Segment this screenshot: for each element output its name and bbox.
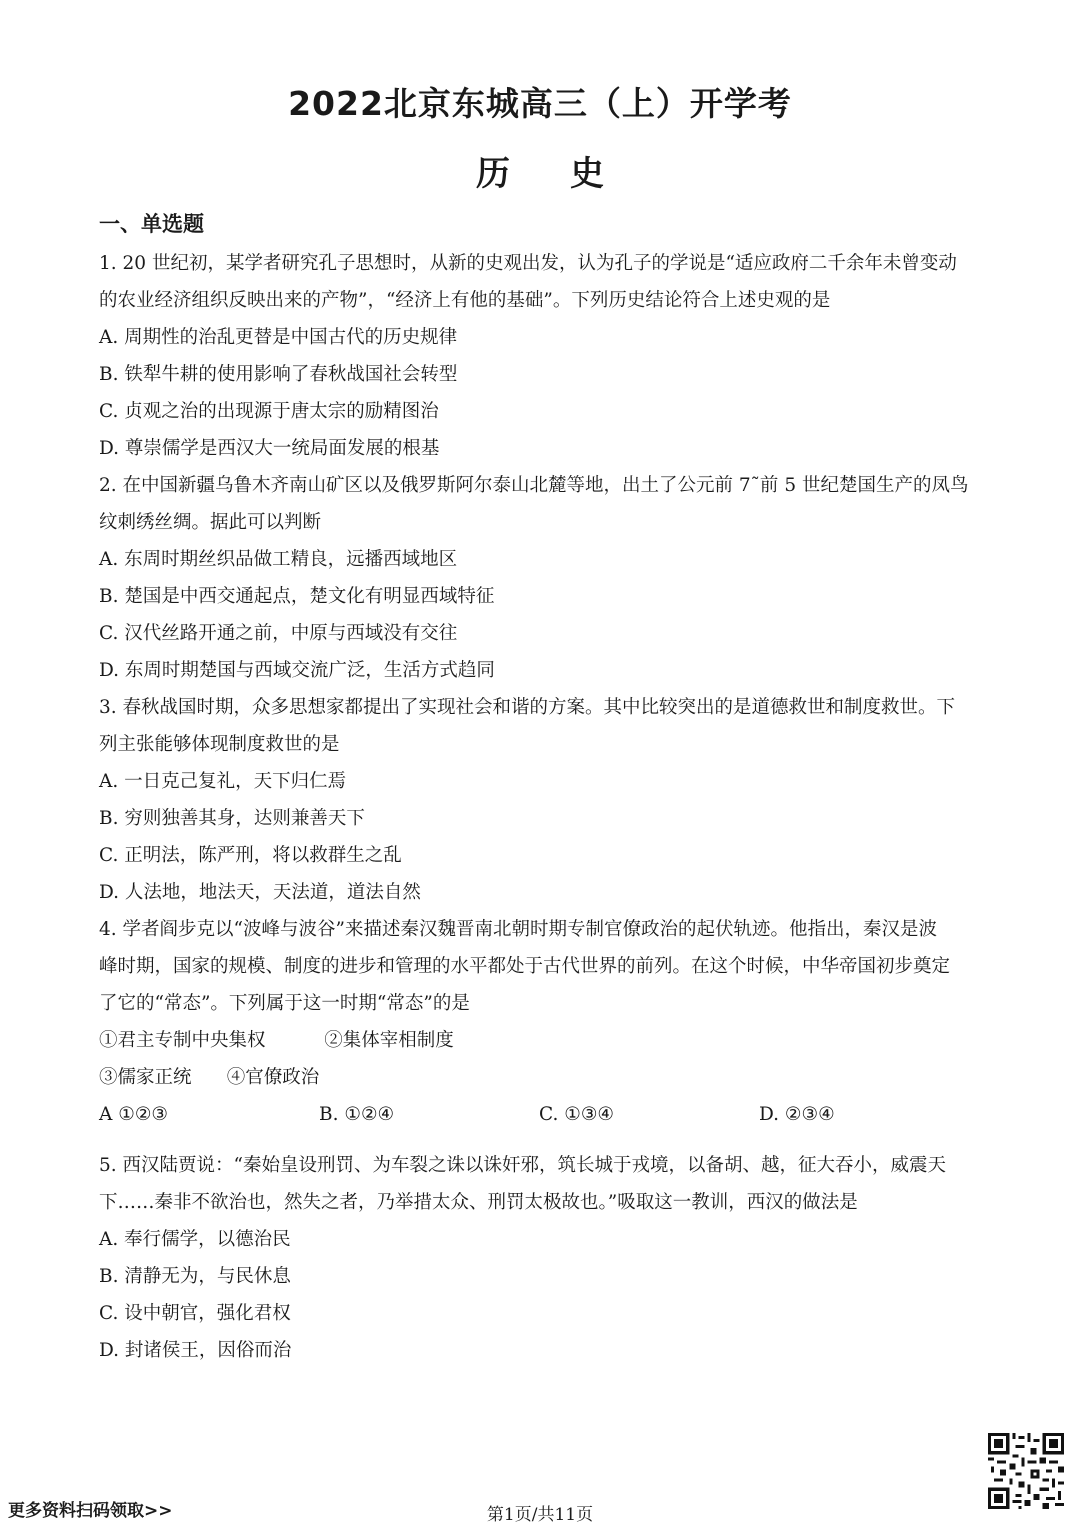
option-a: A. 一日克己复礼，天下归仁焉 [99, 771, 347, 792]
option-c: C. 设中朝官，强化君权 [99, 1303, 291, 1324]
choice-a: A ①②③ [99, 1104, 168, 1125]
option-b: B. 楚国是中西交通起点，楚文化有明显西域特征 [99, 586, 495, 607]
question-item-line: ③儒家正统 ④官僚政治 [99, 1067, 320, 1088]
option-d: D. 封诸侯王，因俗而治 [99, 1340, 292, 1361]
question-5 [99, 1147, 984, 1369]
question-stem-line: 3. 春秋战国时期，众多思想家都提出了实现社会和谐的方案。其中比较突出的是道德救世和制度救世。下 [99, 697, 956, 718]
question-stem-line: 峰时期，国家的规模、制度的进步和管理的水平都处于古代世界的前列。在这个时候，中华帝国初步奠定 [99, 956, 951, 977]
question-stem-line: 列主张能够体现制度救世的是 [99, 734, 340, 755]
option-b: B. 清静无为，与民休息 [99, 1266, 291, 1287]
question-1 [99, 245, 984, 467]
choice-d: D. ②③④ [759, 1104, 835, 1125]
option-b: B. 穷则独善其身，达则兼善天下 [99, 808, 365, 829]
question-list [99, 245, 984, 1369]
exam-subject: 历史 [476, 154, 664, 194]
qr-code-icon[interactable] [988, 1433, 1064, 1509]
question-stem-line: 纹刺绣丝绸。据此可以判断 [99, 512, 322, 533]
choice-row [99, 1096, 984, 1133]
option-c: C. 贞观之治的出现源于唐太宗的励精图治 [99, 401, 439, 422]
option-c: C. 汉代丝路开通之前，中原与西域没有交往 [99, 623, 458, 644]
exam-title: 2022北京东城高三（上）开学考 [288, 84, 792, 123]
page-number: 第1页/共11页 [486, 1505, 594, 1525]
question-stem-line: 2. 在中国新疆乌鲁木齐南山矿区以及俄罗斯阿尔泰山北麓等地，出土了公元前 7˜前 5 世纪楚国生产的凤鸟 [99, 475, 969, 496]
option-d: D. 东周时期楚国与西域交流广泛，生活方式趋同 [99, 660, 495, 681]
question-stem-line: 4. 学者阎步克以“波峰与波谷”来描述秦汉魏晋南北朝时期专制官僚政治的起伏轨迹。他指出，秦汉是波 [99, 919, 937, 940]
section-heading: 一、单选题 [99, 212, 204, 236]
option-a: A. 周期性的治乱更替是中国古代的历史规律 [99, 327, 458, 348]
spacer [99, 1133, 984, 1147]
question-stem-line: 1. 20 世纪初，某学者研究孔子思想时，从新的史观出发，认为孔子的学说是“适应政府二千余年未曾变动 [99, 253, 957, 274]
question-stem-line: 的农业经济组织反映出来的产物”，“经济上有他的基础”。下列历史结论符合上述史观的是 [99, 290, 831, 311]
question-3 [99, 689, 984, 911]
option-d: D. 尊崇儒学是西汉大一统局面发展的根基 [99, 438, 440, 459]
question-4 [99, 911, 984, 1133]
question-stem-line: 下……秦非不欲治也，然失之者，乃举措太众、刑罚太极故也。”吸取这一教训，西汉的做法是 [99, 1192, 858, 1213]
option-d: D. 人法地，地法天，天法道，道法自然 [99, 882, 421, 903]
option-a: A. 东周时期丝织品做工精良，远播西域地区 [99, 549, 458, 570]
option-a: A. 奉行儒学，以德治民 [99, 1229, 291, 1250]
choice-b: B. ①②④ [319, 1104, 395, 1125]
question-item-line: ①君主专制中央集权 ②集体宰相制度 [99, 1030, 454, 1051]
question-stem-line: 了它的“常态”。下列属于这一时期“常态”的是 [99, 993, 470, 1014]
question-2 [99, 467, 984, 689]
choice-c: C. ①③④ [539, 1104, 615, 1125]
question-stem-line: 5. 西汉陆贾说：“秦始皇设刑罚、为车裂之诛以诛奸邪，筑长城于戎境，以备胡、越，征大吞小，威震天 [99, 1155, 946, 1176]
option-b: B. 铁犁牛耕的使用影响了春秋战国社会转型 [99, 364, 458, 385]
option-c: C. 正明法，陈严刑，将以救群生之乱 [99, 845, 402, 866]
footer-promo-text[interactable]: 更多资料扫码领取>> [8, 1501, 173, 1521]
